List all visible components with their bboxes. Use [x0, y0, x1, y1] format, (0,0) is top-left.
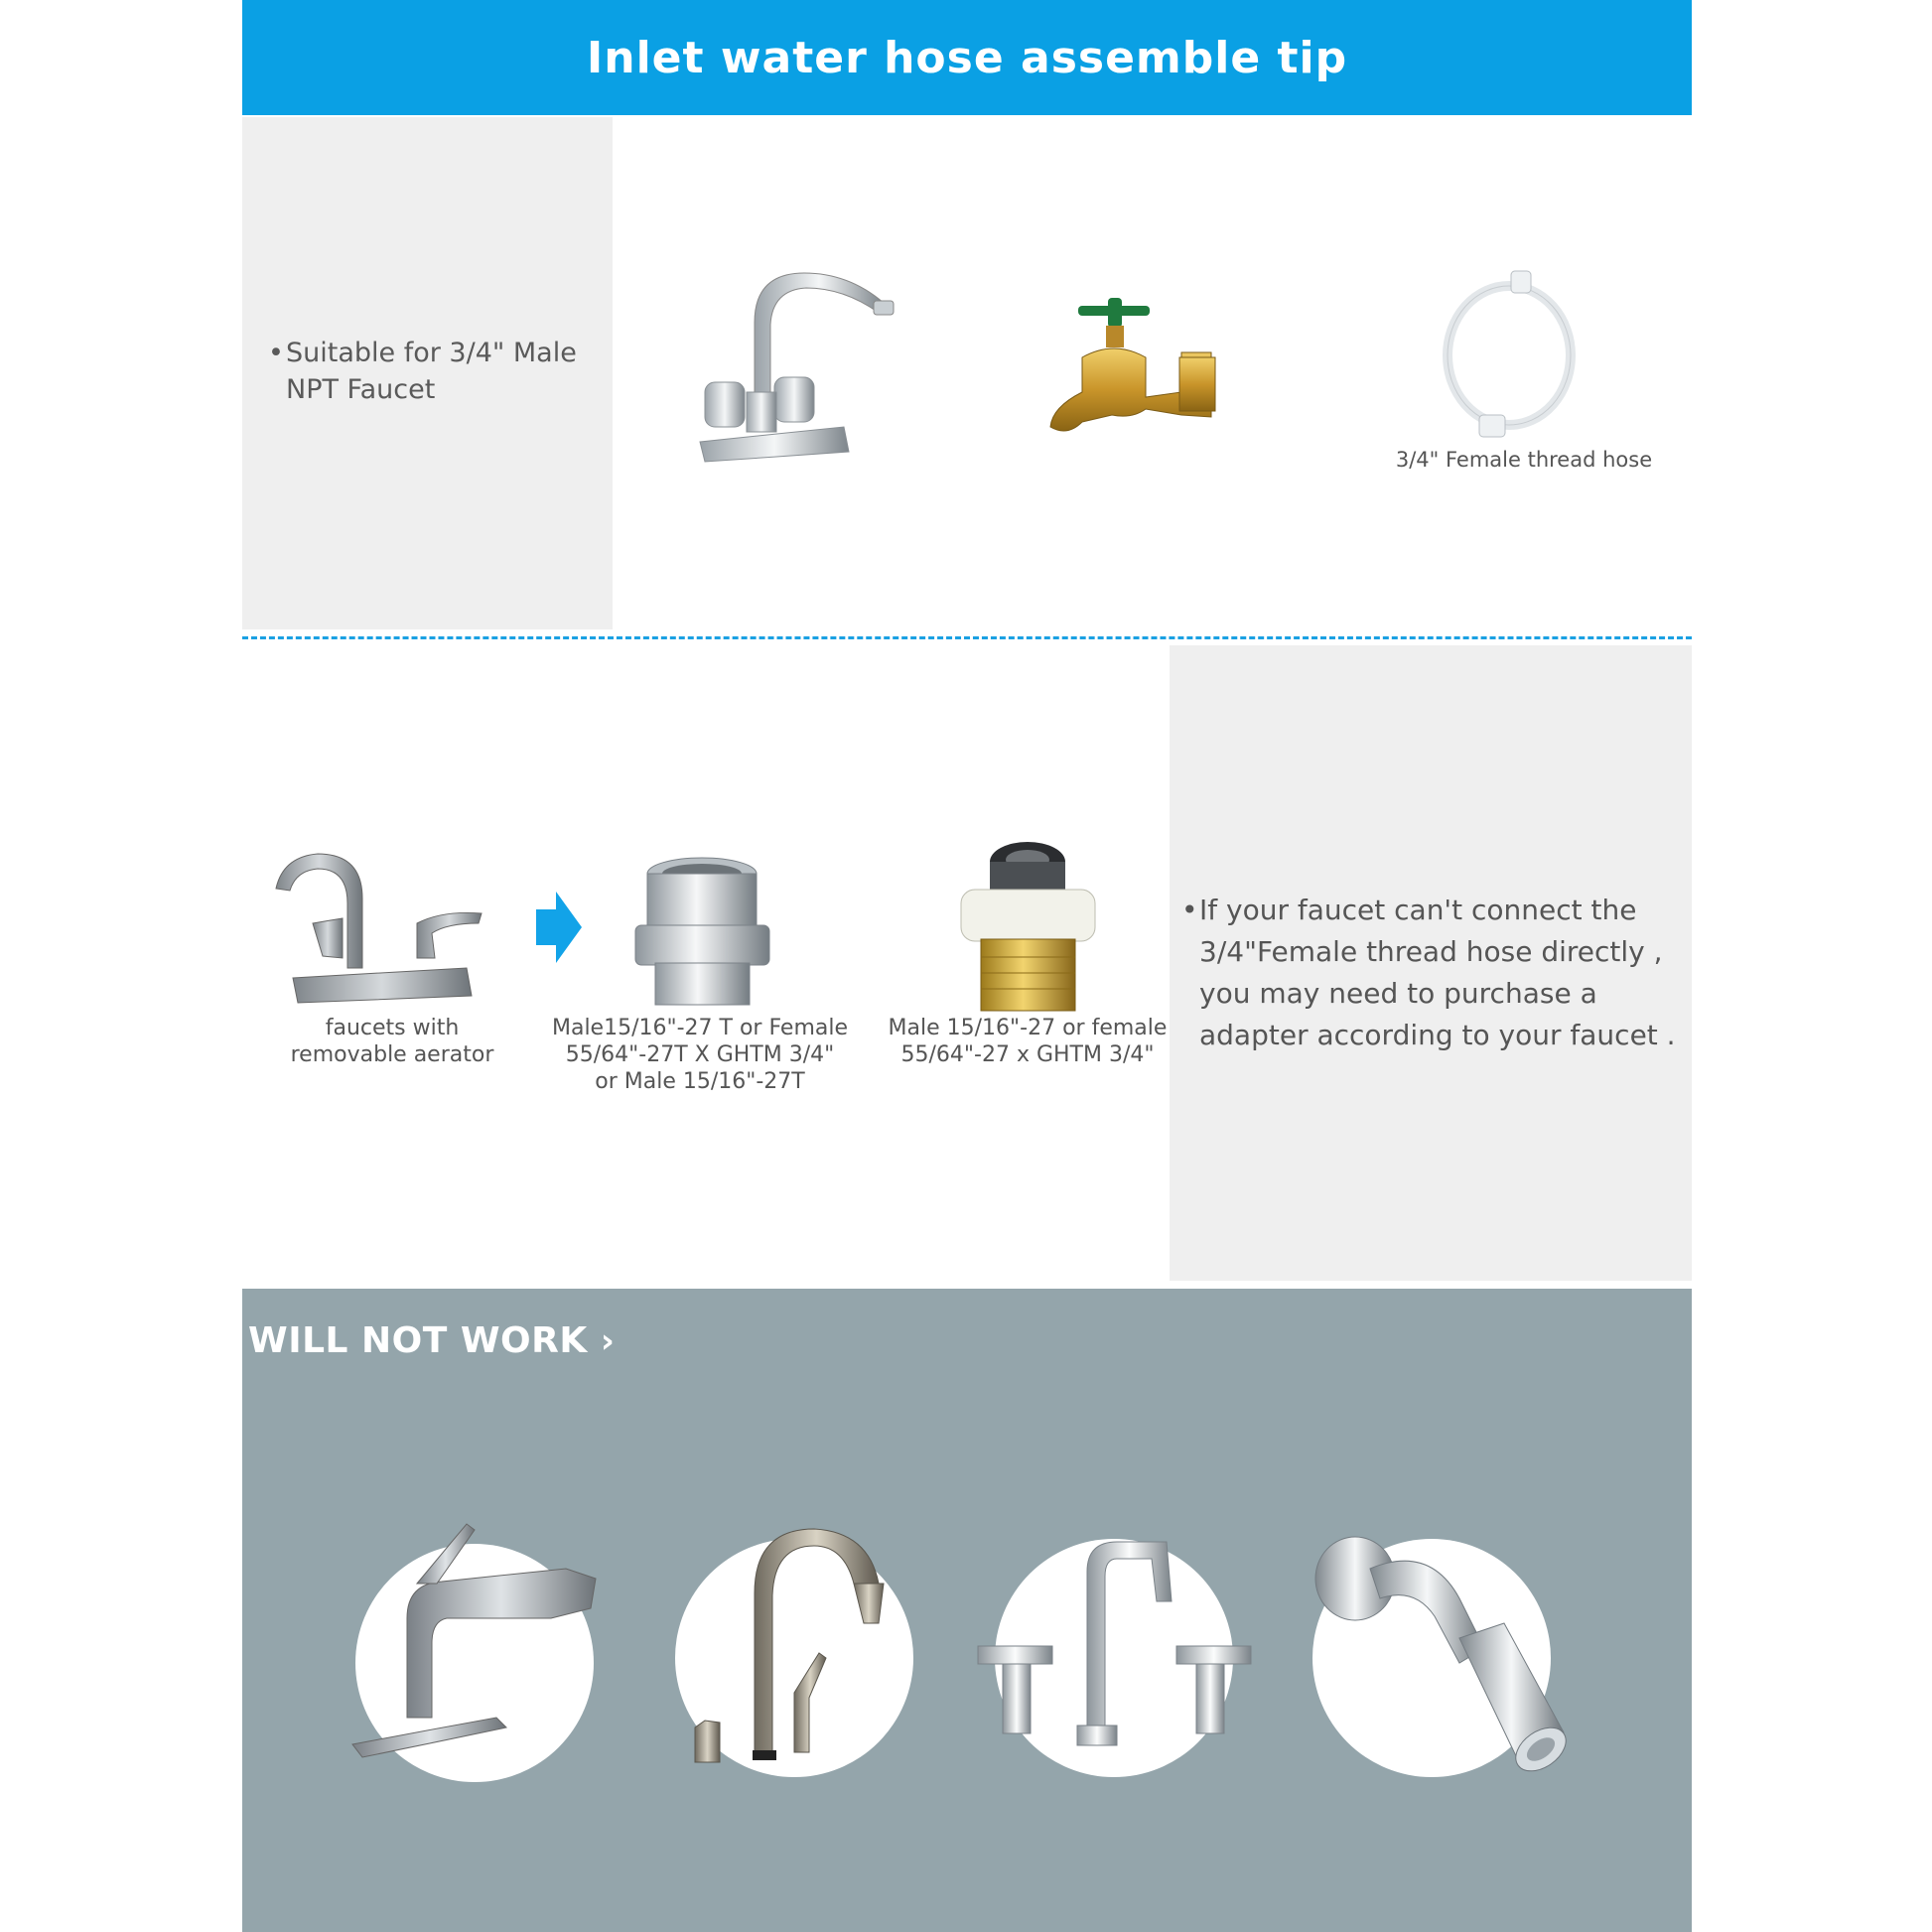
- adapter1-caption: [536, 1015, 864, 1095]
- faucet-caption: [268, 1015, 516, 1068]
- faucet-caption-line-2: removable aerator: [290, 1042, 494, 1067]
- adapter2-line-2: 55/64"-27 x GHTM 3/4": [900, 1042, 1155, 1067]
- brushed-faucet-image: [268, 849, 491, 1008]
- note-line-3: you may need to purchase a: [1199, 977, 1597, 1010]
- note-line-2: 3/4"Female thread hose directly ,: [1199, 935, 1663, 968]
- adapter-note: •If your faucet can't connect the 3/4"Female thread hose directly , you may need to purchase a adapter according to your faucet .: [1181, 894, 1676, 1051]
- note-line-1: If your faucet can't connect the: [1199, 894, 1637, 926]
- chrome-adapter-image: [630, 856, 774, 1010]
- shower-head-image: [1311, 1529, 1569, 1782]
- right-arrow-icon: [536, 892, 582, 963]
- brass-adapter-image: [956, 840, 1100, 1014]
- adapter2-line-1: Male 15/16"-27 or female: [888, 1016, 1168, 1040]
- adapter1-line-1: Male15/16"-27 T or Female: [551, 1016, 849, 1040]
- will-not-work-title: [248, 1320, 615, 1361]
- hose-caption: 3/4" Female thread hose: [1395, 448, 1653, 472]
- will-not-work-label: WILL NOT WORK: [248, 1320, 588, 1361]
- note-line-4: adapter according to your faucet .: [1199, 1019, 1676, 1051]
- page-title: Inlet water hose assemble tip: [586, 32, 1348, 83]
- gooseneck-faucet-image: [685, 1524, 913, 1772]
- adapter1-line-2: 55/64"-27T X GHTM 3/4": [565, 1042, 835, 1067]
- faucet-caption-line-1: faucets with: [325, 1016, 460, 1040]
- bullet-line-2: NPT Faucet: [286, 374, 436, 405]
- compatibility-bullet: •Suitable for 3/4" Male NPT Faucet: [268, 338, 577, 405]
- adapter1-line-3: or Male 15/16"-27T: [595, 1069, 805, 1094]
- chrome-faucet-image: [685, 263, 903, 472]
- bullet-line-1: Suitable for 3/4" Male: [286, 338, 577, 368]
- square-faucet-image: [978, 1537, 1251, 1750]
- brass-spigot-image: [1042, 298, 1221, 442]
- section-divider: [242, 636, 1692, 639]
- adapter2-caption: [874, 1015, 1181, 1068]
- white-hose-image: [1440, 266, 1588, 445]
- pullout-faucet-image: [347, 1524, 606, 1757]
- header-banner: [242, 0, 1692, 115]
- chevron-right-icon: ›: [600, 1321, 616, 1361]
